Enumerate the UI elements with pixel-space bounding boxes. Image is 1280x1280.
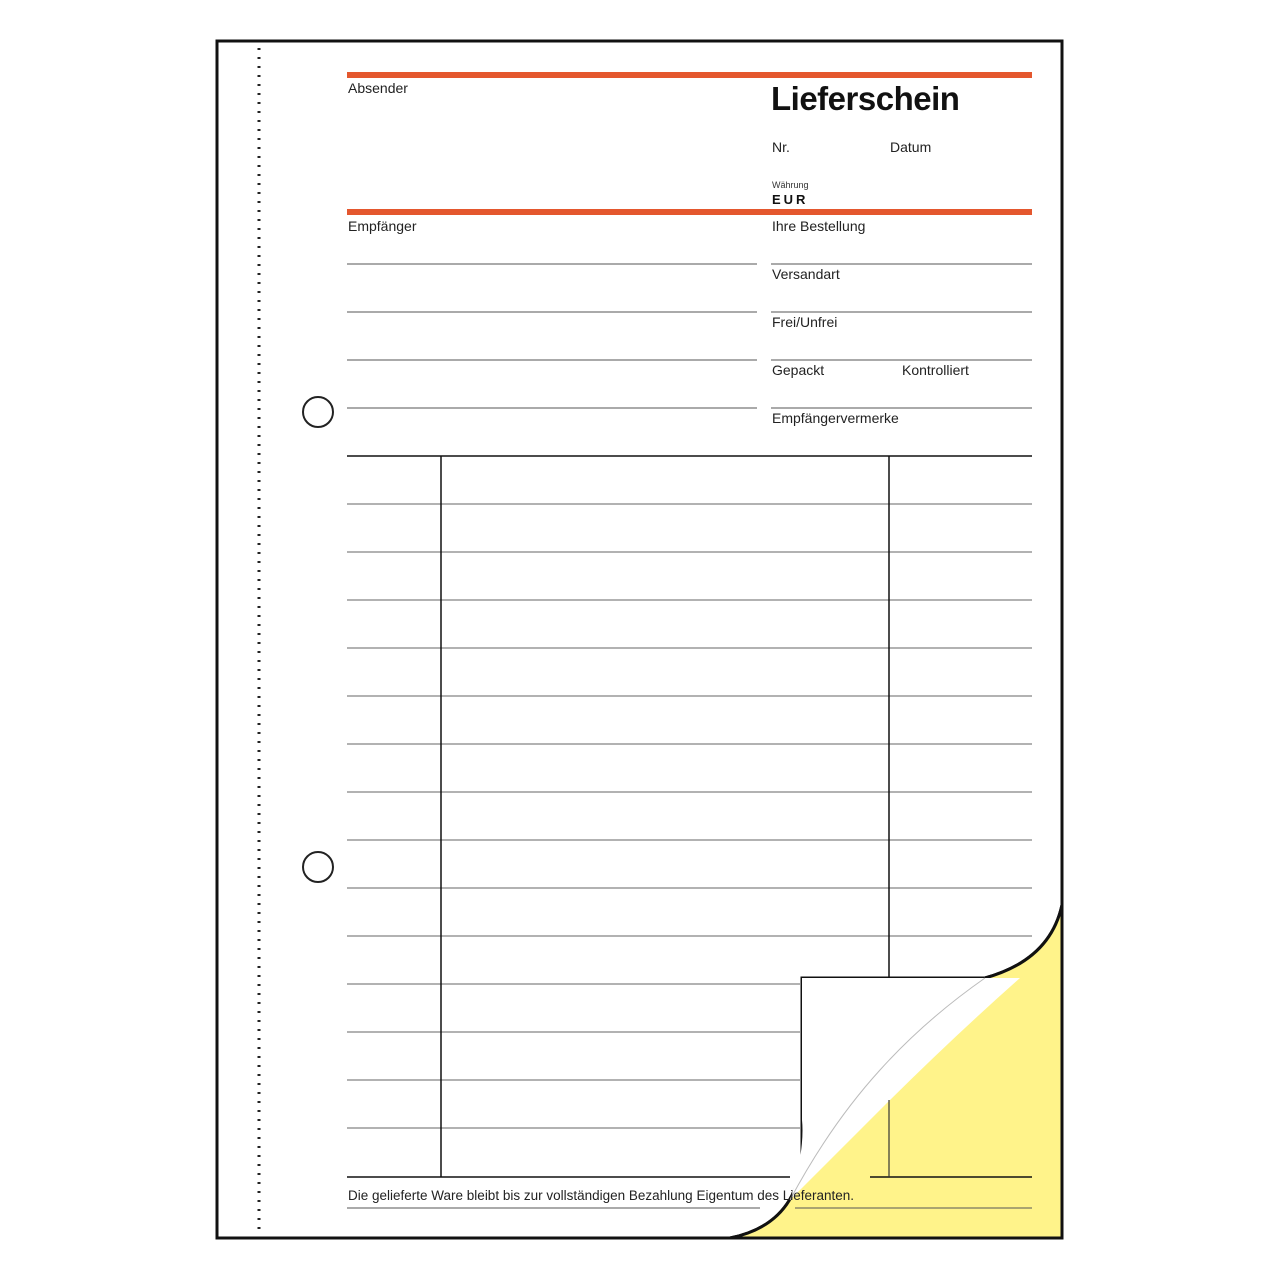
currency-label: Währung	[772, 180, 809, 190]
recipient-label: Empfänger	[348, 218, 417, 234]
recipient-notes-label: Empfängervermerke	[772, 410, 899, 426]
currency-value: EUR	[772, 192, 809, 207]
shipping-label: Versandart	[772, 266, 840, 282]
checked-label: Kontrolliert	[902, 362, 969, 378]
packed-label: Gepackt	[772, 362, 825, 378]
footer-retention-notice: Die gelieferte Ware bleibt bis zur vollständigen Bezahlung Eigentum des Lieferanten.	[348, 1188, 855, 1203]
orange-rule-middle	[347, 209, 1032, 215]
freight-label: Frei/Unfrei	[772, 314, 838, 330]
orange-rule-top	[347, 72, 1032, 78]
date-label: Datum	[890, 139, 932, 155]
order-label: Ihre Bestellung	[772, 218, 866, 234]
number-label: Nr.	[772, 139, 790, 155]
sender-label: Absender	[348, 80, 408, 96]
punch-hole-top	[303, 397, 333, 427]
document-title: Lieferschein	[771, 80, 960, 117]
punch-hole-bottom	[303, 852, 333, 882]
